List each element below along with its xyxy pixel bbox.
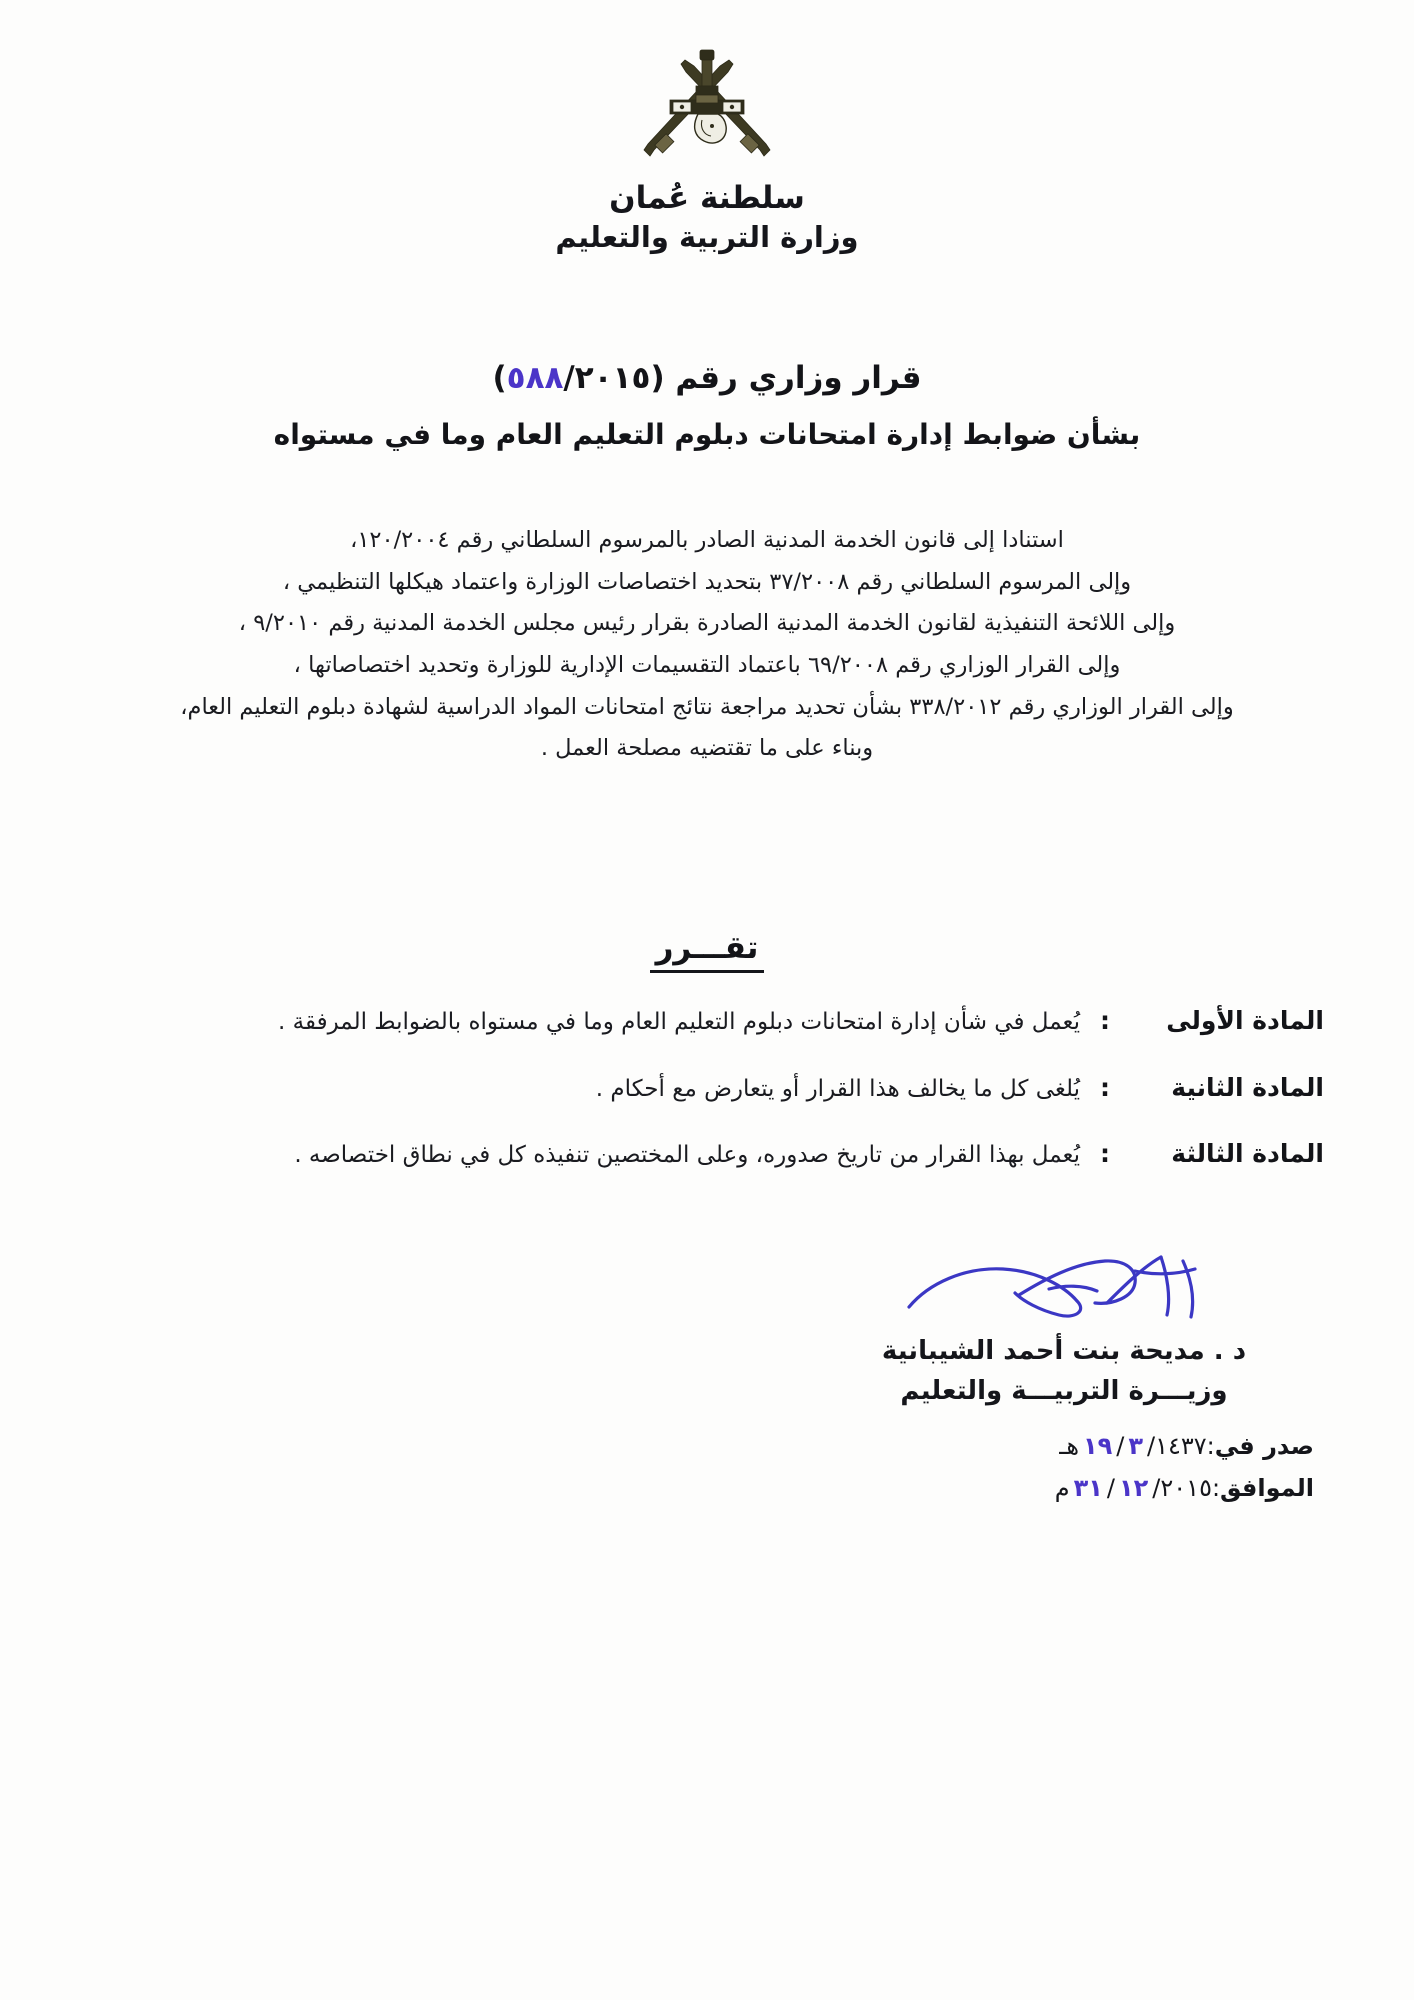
decree-title-block bbox=[0, 355, 1414, 456]
handwritten-signature-icon bbox=[899, 1245, 1229, 1337]
gregorian-month: ١٢ bbox=[1119, 1474, 1149, 1502]
signature-block bbox=[834, 1245, 1294, 1412]
preamble-line: وإلى اللائحة التنفيذية لقانون الخدمة المدنية الصادرة بقرار رئيس مجلس الخدمة المدنية رقم ٩/٢٠١٠ ، bbox=[238, 610, 1176, 637]
decree-subject: بشأن ضوابط إدارة امتحانات دبلوم التعليم العام وما في مستواه bbox=[273, 417, 1141, 451]
gregorian-date-colon: : bbox=[1211, 1474, 1221, 1502]
article-row bbox=[90, 1072, 1324, 1107]
date-block bbox=[1055, 1425, 1314, 1509]
country-name: سلطنة عُمان bbox=[609, 180, 805, 216]
hijri-slash-2: / bbox=[1147, 1432, 1156, 1460]
decree-separator: / bbox=[563, 360, 575, 396]
preamble-line: استنادا إلى قانون الخدمة المدنية الصادر بالمرسوم السلطاني رقم ١٢٠/٢٠٠٤، bbox=[350, 527, 1064, 553]
hijri-date-colon: : bbox=[1206, 1432, 1215, 1460]
preamble-line: وإلى القرار الوزاري رقم ٦٩/٢٠٠٨ باعتماد التقسيمات الإدارية للوزارة وتحديد اختصاصاتها ، bbox=[293, 651, 1121, 678]
article-label: المادة الثالثة bbox=[1171, 1139, 1324, 1168]
gregorian-date-label: الموافق bbox=[1220, 1474, 1314, 1502]
decree-number-line bbox=[0, 355, 1414, 402]
article-label: المادة الأولى bbox=[1166, 1006, 1324, 1035]
oman-national-emblem-icon bbox=[632, 38, 782, 178]
hijri-day: ١٩ bbox=[1082, 1432, 1113, 1460]
hijri-year: ١٤٣٧هـ bbox=[1059, 1432, 1207, 1460]
decree-prefix: قرار وزاري رقم ( bbox=[650, 360, 922, 396]
article-row bbox=[90, 1005, 1324, 1040]
article-text: يُعمل في شأن إدارة امتحانات دبلوم التعليم العام وما في مستواه بالضوابط المرفقة . bbox=[278, 1009, 1080, 1035]
preamble-line: وبناء على ما تقتضيه مصلحة العمل . bbox=[540, 735, 874, 762]
hijri-slash-1: / bbox=[1116, 1432, 1125, 1460]
article-label: المادة الثانية bbox=[1171, 1072, 1324, 1102]
gregorian-day: ٣١ bbox=[1073, 1474, 1103, 1502]
gregorian-slash-1: / bbox=[1106, 1474, 1115, 1502]
decides-heading-wrap bbox=[0, 930, 1414, 973]
article-text: يُلغى كل ما يخالف هذا القرار أو يتعارض مع أحكام . bbox=[595, 1075, 1080, 1102]
decides-heading: تقـــرر bbox=[650, 930, 765, 973]
hijri-date-label: صدر في bbox=[1214, 1432, 1314, 1460]
gregorian-year: ٢٠١٥م bbox=[1054, 1474, 1212, 1502]
article-colon: : bbox=[1100, 1139, 1110, 1168]
preamble-line: وإلى المرسوم السلطاني رقم ٣٧/٢٠٠٨ بتحديد اختصاصات الوزارة واعتماد هيكلها التنظيمي ، bbox=[282, 568, 1132, 595]
hijri-month: ٣ bbox=[1128, 1432, 1144, 1460]
articles-block bbox=[90, 1005, 1324, 1205]
hijri-date-row bbox=[1055, 1425, 1314, 1467]
preamble-line: وإلى القرار الوزاري رقم ٣٣٨/٢٠١٢ بشأن تحديد مراجعة نتائج امتحانات المواد الدراسية لشهادة دبلوم التعليم العام، bbox=[180, 693, 1234, 720]
decree-year: ٢٠١٥ bbox=[574, 360, 651, 396]
ministry-name: وزارة التربية والتعليم bbox=[555, 220, 859, 254]
gregorian-date-row bbox=[1055, 1467, 1314, 1509]
article-row bbox=[90, 1138, 1324, 1173]
decree-number-handwritten: ٥٨٨ bbox=[506, 360, 564, 396]
article-text: يُعمل بهذا القرار من تاريخ صدوره، وعلى المختصين تنفيذه كل في نطاق اختصاصه . bbox=[294, 1142, 1080, 1168]
preamble-block bbox=[100, 520, 1314, 770]
signer-title: وزيـــرة التربيـــة والتعليم bbox=[900, 1376, 1228, 1407]
document-header bbox=[0, 38, 1414, 254]
gregorian-slash-2: / bbox=[1152, 1474, 1161, 1502]
decree-suffix: ) bbox=[492, 360, 507, 396]
article-colon: : bbox=[1100, 1072, 1110, 1102]
signer-name: د . مديحة بنت أحمد الشيبانية bbox=[881, 1336, 1247, 1366]
article-colon: : bbox=[1100, 1006, 1110, 1035]
